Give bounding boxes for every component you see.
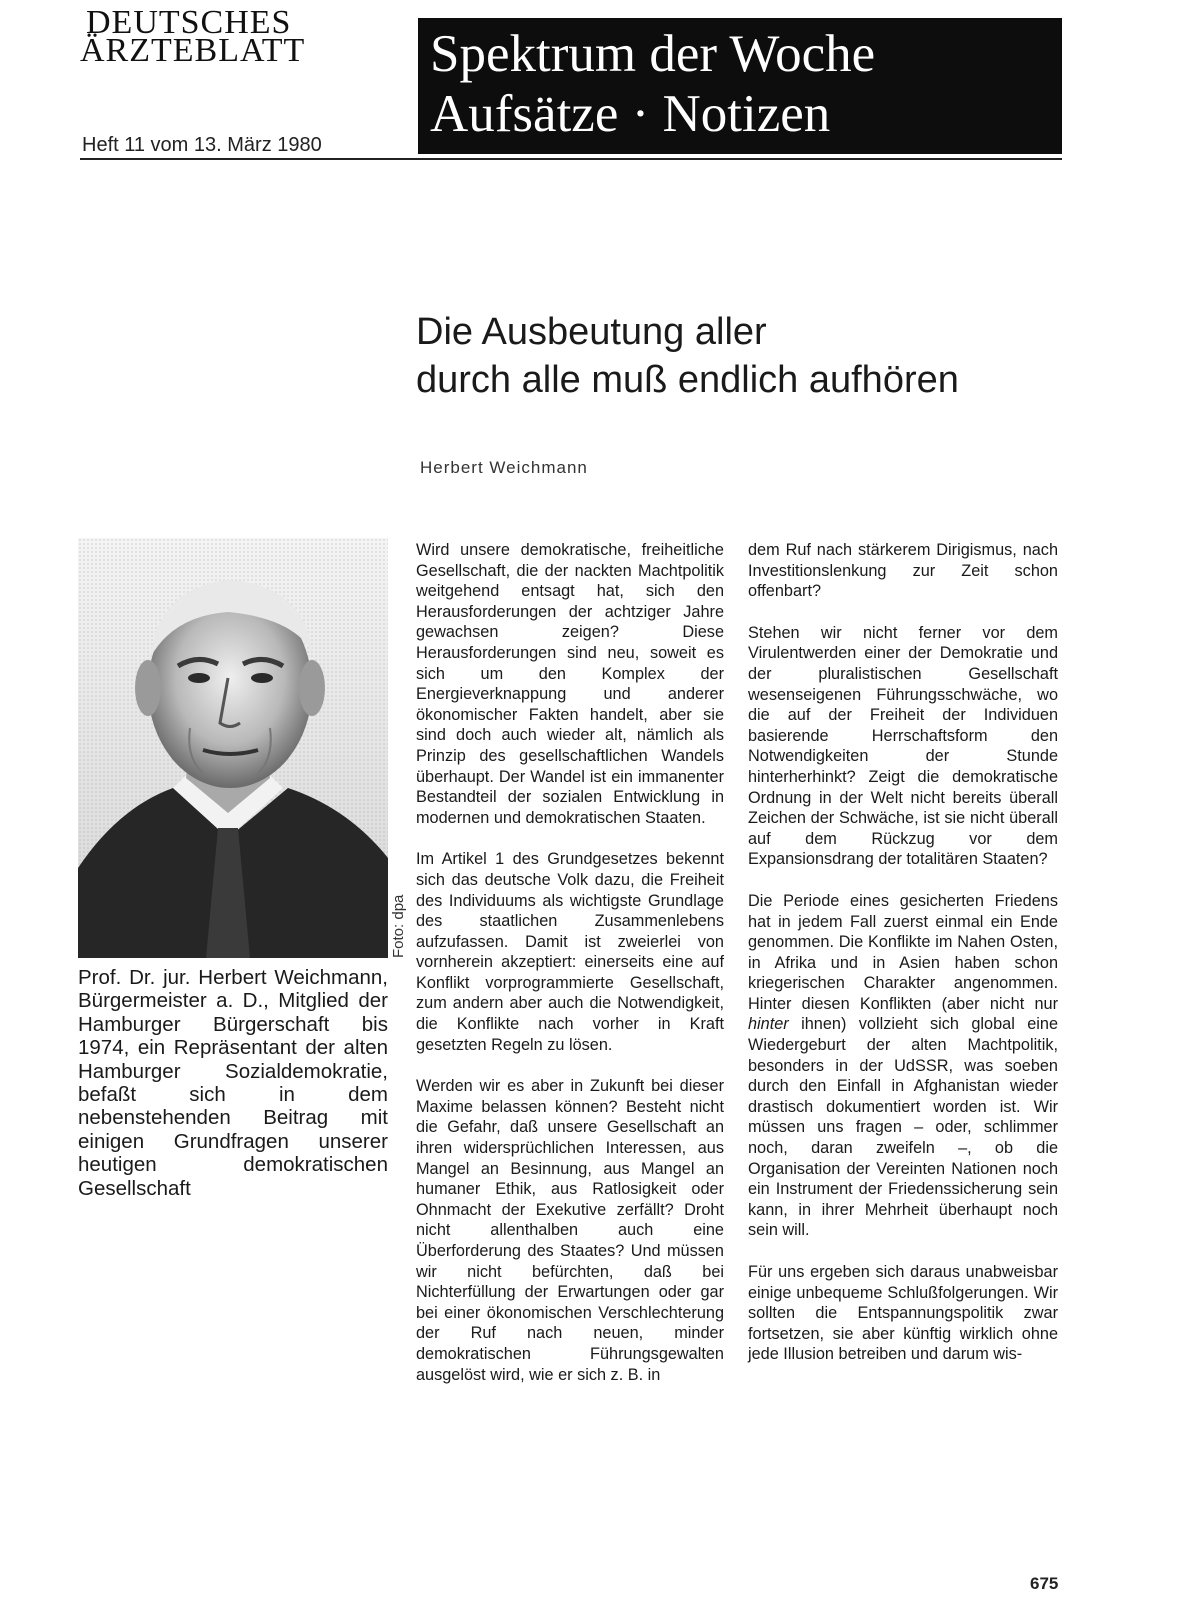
column2-paragraph-2: Stehen wir nicht ferner vor dem Virulentwerden einer der Demokratie und der pluralistischen Gesellschaft wesenseigenen Führungsschwäche, wo die auf der Freiheit der Individuen basierende Herrschaftsform den Notwendigkeiten der Stunde hinterherhinkt? Zeigt die demokratische Ordnung in der Welt nicht bereits überall Zeichen der Schwäche, ist sie nicht überall auf dem Rückzug vor dem Expansionsdrang der totalitären Staaten? (748, 623, 1058, 869)
article-title-line2: durch alle muß endlich aufhören (416, 359, 959, 401)
column2-paragraph-3-part-b: ihnen) vollzieht sich global eine Wiedergeburt der alten Machtpolitik, besonders in der UdSSR, was soeben durch den Einfall in Afghanistan wieder drastisch dokumentiert worden ist. Wir müssen uns fragen – oder, schlimmer noch, daran zweifeln –, ob die Organisation der Vereinten Nationen noch ein Instrument der Friedenssicherung sein kann, in ihrer Mehrheit überhaupt noch sein will. (748, 1015, 1058, 1240)
column2-paragraph-3 (748, 891, 1058, 1241)
section-rubric (418, 18, 1062, 154)
header-rule (80, 158, 1062, 160)
issue-date: Heft 11 vom 13. März 1980 (82, 134, 322, 156)
column1-paragraph-3: Werden wir es aber in Zukunft bei dieser Maxime belassen können? Besteht nicht die Gefahr, daß unsere Gesellschaft an ihren widersprüchlichen Interessen, aus Mangel an Besinnung, aus Mangel an humaner Ethik, aus Ratlosigkeit oder Ohnmacht der Exekutive zerfällt? Droht nicht allenthalben auch eine Überforderung des Staates? Und müssen wir nicht befürchten, daß bei Nichterfüllung der Erwartungen oder gar bei einer ökonomischen Verschlechterung der Ruf nach neuen, minder demokratischen Führungsgewalten ausgelöst wird, wie er sich z. B. in (416, 1077, 724, 1384)
article-column-2 (748, 540, 1058, 1386)
column2-paragraph-4: Für uns ergeben sich daraus unabweisbar einige unbequeme Schlußfolgerungen. Wir sollten die Entspannungspolitik zwar fortsetzen, sie aber künftig wirklich ohne jede Illusion betreiben und darum wis- (748, 1263, 1058, 1364)
article-column-1 (416, 540, 724, 1406)
photo-caption: Prof. Dr. jur. Herbert Weichmann, Bürgermeister a. D., Mitglied der Hamburger Bürgerschaft bis 1974, ein Repräsentant der alten Hamburger Sozialdemokratie, befaßt sich in dem nebenstehenden Beitrag mit einigen Grundfragen unserer heutigen demokratischen Gesellschaft (78, 966, 388, 1200)
column1-paragraph-2: Im Artikel 1 des Grundgesetzes bekennt sich das deutsche Volk dazu, die Freiheit des Individuums als wichtigste Grundlage des staatlichen Zusammenlebens aufzufassen. Damit ist zweierlei von vornherein akzeptiert: einerseits eine auf Konflikt vorprogrammierte Gesellschaft, zum andern aber auch die Notwendigkeit, die Konflikte nach vorher in Kraft gesetzten Regeln zu lösen. (416, 850, 724, 1054)
article-title-line1: Die Ausbeutung aller (416, 311, 767, 353)
article-author: Herbert Weichmann (420, 458, 588, 477)
column2-paragraph-1: dem Ruf nach stärkerem Dirigismus, nach Investitionslenkung zur Zeit schon offenbart? (748, 541, 1058, 601)
portrait-image (78, 538, 388, 958)
rubric-line2: Aufsätze · Notizen (430, 85, 831, 143)
page-number: 675 (1030, 1574, 1059, 1593)
portrait-photo (78, 538, 388, 958)
masthead-title-line2: ÄRZTEBLATT (80, 32, 306, 69)
rubric-line1: Spektrum der Woche (430, 25, 876, 83)
column2-emphasis: hinter (748, 1015, 789, 1034)
column1-paragraph-1: Wird unsere demokratische, freiheitliche Gesellschaft, die der nackten Machtpolitik weitgehend entsagt hat, sich den Herausforderungen der achtziger Jahre gewachsen zeigen? Diese Herausforderungen sind neu, soweit es sich um den Komplex der Energieverknappung und anderer ökonomischer Fakten handelt, aber sie sind doch auch wieder alt, nämlich als Prinzip des gesellschaftlichen Wandels überhaupt. Der Wandel ist ein immanenter Bestandteil der sozialen Entwicklung in modernen und demokratischen Staaten. (416, 541, 724, 827)
masthead-title-line1: DEUTSCHES (86, 4, 292, 41)
photo-credit: Foto: dpa (390, 894, 407, 958)
column2-paragraph-3-part-a: Die Periode eines gesicherten Friedens hat in jedem Fall zuerst einmal ein Ende genommen. Die Konflikte im Nahen Osten, in Afrika und in Asien haben schon kriegerischen Charakter angenommen. Hinter diesen Konflikten (aber nicht nur (748, 891, 1058, 1013)
